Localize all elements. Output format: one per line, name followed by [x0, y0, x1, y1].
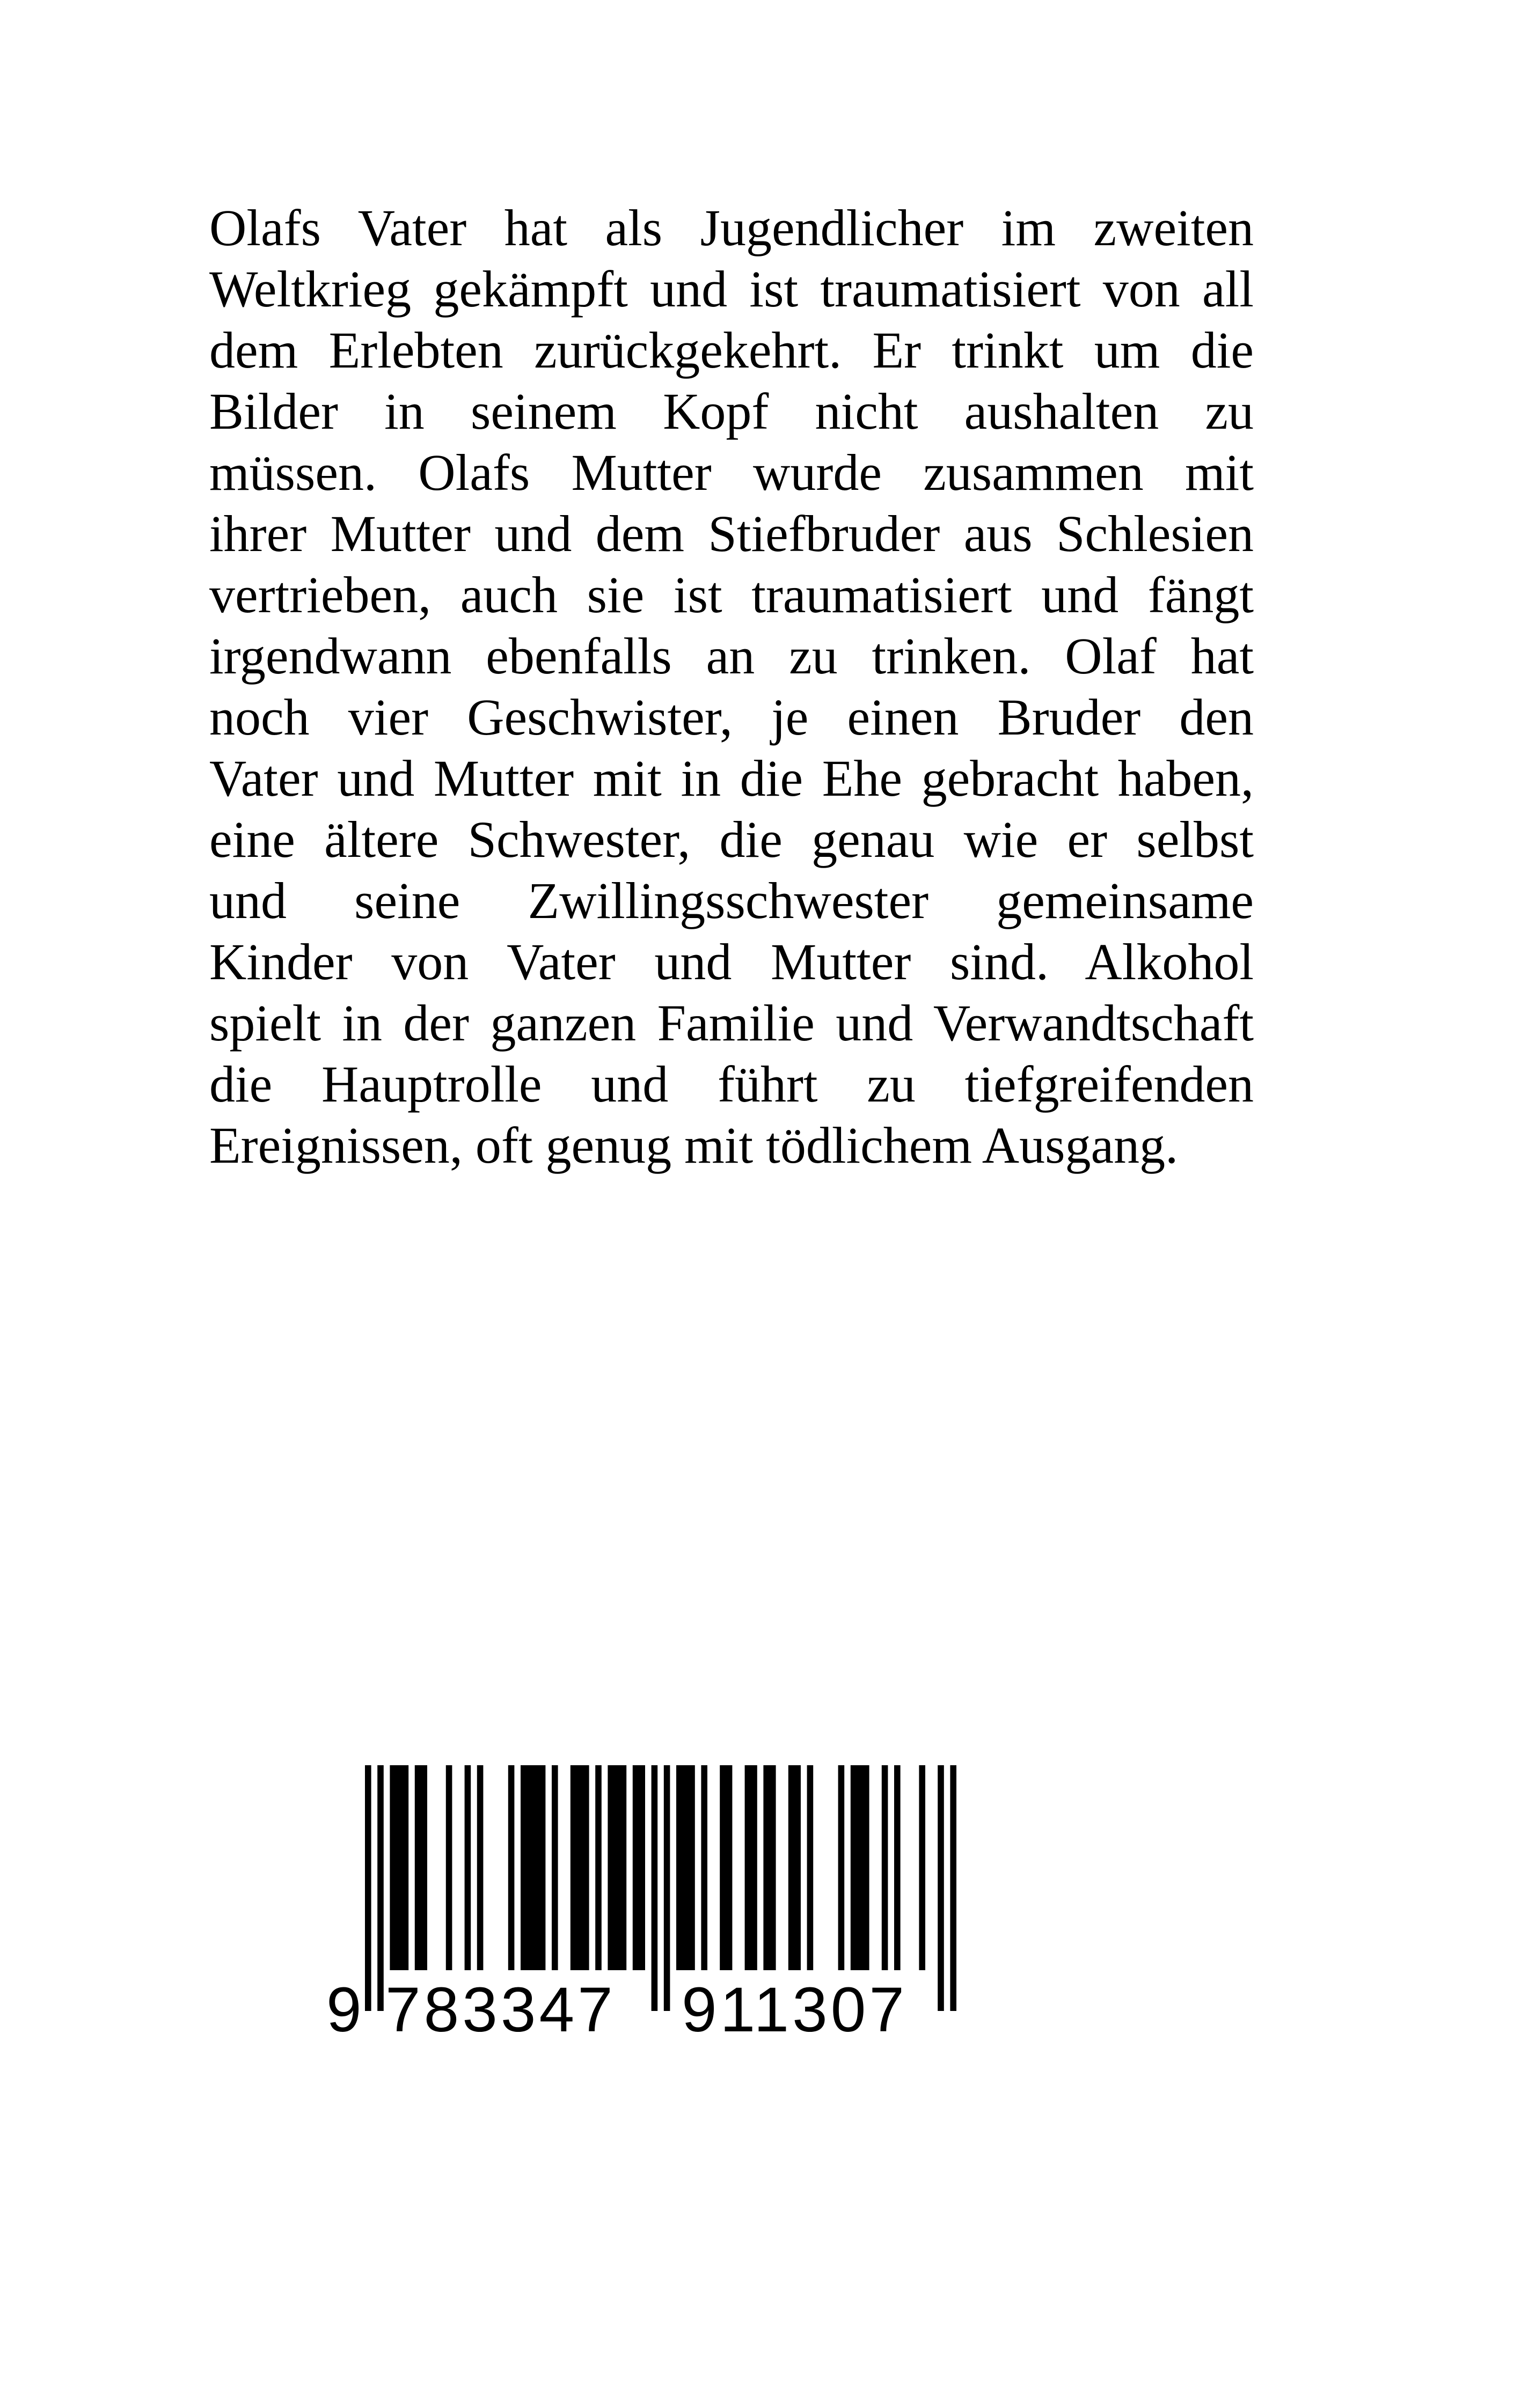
barcode-bar	[807, 1765, 814, 1970]
blurb-line: Weltkrieg gekämpft und ist traumatisiert von all	[209, 260, 1254, 318]
barcode-bar	[521, 1765, 545, 1970]
barcode-guard-bar	[652, 1765, 658, 2011]
barcode-bar	[919, 1765, 925, 1970]
barcode-bar	[477, 1765, 484, 1970]
blurb-line: eine ältere Schwester, die genau wie er selbst	[209, 811, 1254, 868]
barcode-first-digit: 9	[326, 1974, 362, 2045]
blurb-line: Kinder von Vater und Mutter sind. Alkohol	[209, 933, 1254, 990]
barcode-left-digits: 783347	[385, 1974, 616, 2045]
blurb-line: Bilder in seinem Kopf nicht aushalten zu	[209, 383, 1254, 440]
blurb-text	[209, 197, 1254, 1176]
barcode-guard-bar	[950, 1765, 956, 2011]
barcode-bar	[415, 1765, 427, 1970]
barcode-bar	[882, 1765, 888, 1970]
barcode-bar	[595, 1765, 602, 1970]
barcode-bar	[571, 1765, 589, 1970]
barcode-bar	[608, 1765, 626, 1970]
barcode-bar	[465, 1765, 471, 1970]
barcode-bar	[838, 1765, 845, 1970]
blurb-line: und seine Zwillingsschwester gemeinsame	[209, 872, 1254, 929]
blurb-line: vertrieben, auch sie ist traumatisiert und fängt	[209, 566, 1254, 623]
isbn-barcode	[322, 1765, 961, 2066]
barcode-guard-bar	[365, 1765, 371, 2011]
blurb-line: ihrer Mutter und dem Stiefbruder aus Schlesien	[209, 505, 1254, 562]
barcode-bar	[851, 1765, 869, 1970]
barcode-guard-bar	[664, 1765, 670, 2011]
barcode-bar	[508, 1765, 515, 1970]
barcode-bar	[390, 1765, 408, 1970]
barcode-right-digits: 911307	[682, 1974, 908, 2045]
blurb-line: Ereignissen, oft genug mit tödlichem Ausgang.	[209, 1117, 1179, 1174]
blurb-line: irgendwann ebenfalls an zu trinken. Olaf hat	[209, 627, 1254, 685]
barcode-bar	[894, 1765, 901, 1970]
blurb-line: müssen. Olafs Mutter wurde zusammen mit	[209, 444, 1254, 501]
blurb-line: Vater und Mutter mit in die Ehe gebracht haben,	[209, 750, 1254, 807]
barcode-bar	[701, 1765, 707, 1970]
barcode-bar	[763, 1765, 776, 1970]
barcode-bar	[552, 1765, 558, 1970]
barcode-guard-bar	[377, 1765, 384, 2011]
blurb-line: Olafs Vater hat als Jugendlicher im zweiten	[209, 199, 1254, 256]
barcode-bar	[446, 1765, 452, 1970]
barcode-bar	[676, 1765, 695, 1970]
barcode-bar	[788, 1765, 801, 1970]
barcode-guard-bar	[938, 1765, 944, 2011]
barcode-bar	[633, 1765, 645, 1970]
barcode-bar	[720, 1765, 732, 1970]
barcode-bar	[745, 1765, 757, 1970]
blurb-line: die Hauptrolle und führt zu tiefgreifenden	[209, 1055, 1254, 1113]
blurb-line: dem Erlebten zurückgekehrt. Er trinkt um die	[209, 321, 1254, 379]
blurb-line: noch vier Geschwister, je einen Bruder den	[209, 688, 1254, 746]
blurb-line: spielt in der ganzen Familie und Verwandtschaft	[209, 994, 1254, 1052]
